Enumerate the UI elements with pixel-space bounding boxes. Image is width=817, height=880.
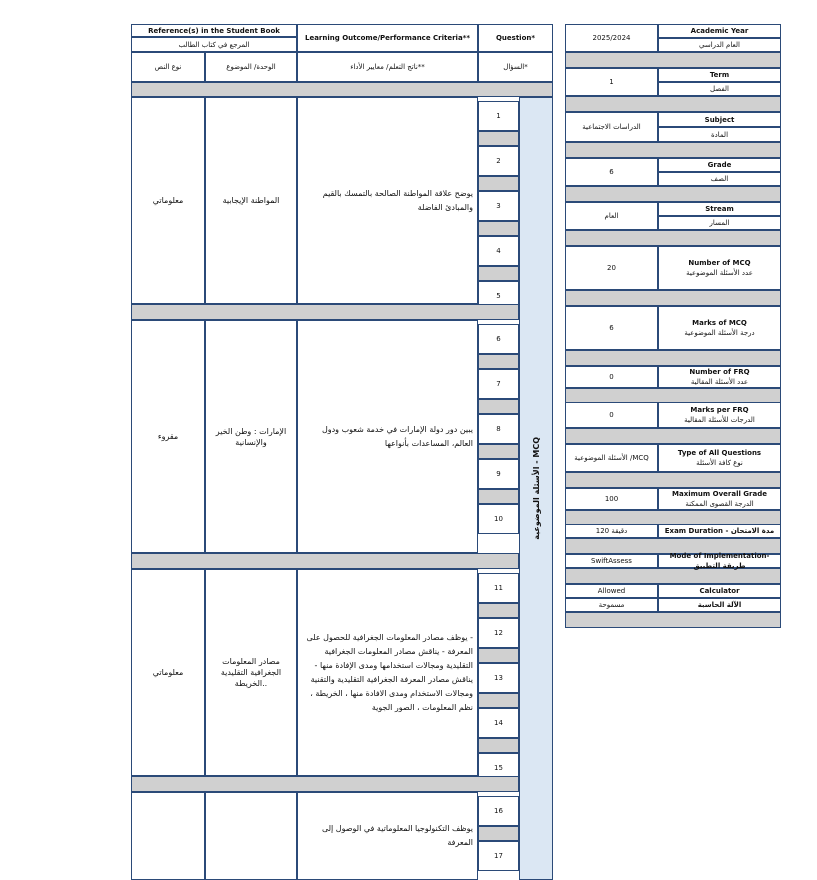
question-spacer (478, 221, 519, 236)
info-value: 2025/2024 (565, 24, 658, 52)
info-label-en: Maximum Overall Grade (672, 490, 767, 498)
info-label-en: Exam Duration - مدة الامتحان (664, 527, 775, 535)
info-value: SwiftAssess (565, 554, 658, 568)
question-number-cell: 6 (478, 324, 519, 354)
question-spacer (478, 603, 519, 618)
question-number-cell: 11 (478, 573, 519, 603)
question-number-cell: 13 (478, 663, 519, 693)
info-label-en: Type of All Questions (677, 449, 762, 457)
info-label-en: Subject (658, 112, 781, 127)
info-value: الدراسات الاجتماعية (565, 112, 658, 142)
info-spacer (565, 472, 781, 488)
info-label-en: Number of MCQ (688, 259, 751, 267)
info-label-en: Calculator (699, 587, 740, 595)
info-spacer (565, 142, 781, 158)
reference-header: Reference(s) in the Student Book (131, 24, 297, 37)
info-label-en: الآلة الحاسبة (697, 601, 742, 609)
info-label (658, 584, 781, 598)
info-label-en: Marks per FRQ (690, 406, 749, 414)
info-label-en: Grade (658, 158, 781, 172)
question-number-cell: 3 (478, 191, 519, 221)
info-label-en: Mode of Implementation- طريقة التطبيق (669, 552, 770, 570)
question-spacer (478, 354, 519, 369)
info-spacer (565, 428, 781, 444)
info-label-ar: المسار (658, 216, 781, 230)
info-label-en: Academic Year (658, 24, 781, 38)
question-number-cell: 1 (478, 101, 519, 131)
question-spacer (478, 399, 519, 414)
info-label (658, 598, 781, 612)
text-type-cell: مقروء (131, 320, 205, 553)
info-label-ar: الفصل (658, 82, 781, 96)
topic-cell (205, 792, 297, 880)
question-number-cell: 8 (478, 414, 519, 444)
question-spacer (478, 176, 519, 191)
question-number-cell: 5 (478, 281, 519, 311)
question-number-cell: 17 (478, 841, 519, 871)
info-value: 6 (565, 158, 658, 186)
question-number-cell: 16 (478, 796, 519, 826)
info-value: 20 (565, 246, 658, 290)
info-label (658, 524, 781, 538)
topic-cell: الإمارات : وطن الخير والإنسانية (205, 320, 297, 553)
question-spacer (478, 489, 519, 504)
topic-cell: مصادر المعلومات الجغرافية التقليدية ..الخريطة (205, 569, 297, 776)
info-value: 0 (565, 366, 658, 388)
info-label (658, 402, 781, 428)
learning-outcome-cell: يوظف التكنولوجيا المعلوماتية في الوصول إلى المعرفة (297, 792, 478, 880)
info-spacer (565, 290, 781, 306)
info-value: 100 (565, 488, 658, 510)
question-number-cell: 7 (478, 369, 519, 399)
info-spacer (565, 612, 781, 628)
info-label-en: Stream (658, 202, 781, 216)
info-spacer (565, 350, 781, 366)
info-label (658, 306, 781, 350)
info-value: مسموحة (565, 598, 658, 612)
separator (131, 776, 519, 792)
info-label-ar: المادة (658, 127, 781, 142)
text-type-cell: معلوماتي (131, 569, 205, 776)
question-spacer (478, 444, 519, 459)
info-spacer (565, 96, 781, 112)
info-label (658, 246, 781, 290)
info-value: 6 (565, 306, 658, 350)
question-spacer (478, 648, 519, 663)
separator (131, 304, 519, 320)
info-label-en: Term (658, 68, 781, 82)
info-value: 1 (565, 68, 658, 96)
info-label (658, 488, 781, 510)
question-spacer (478, 131, 519, 146)
text-type-cell (131, 792, 205, 880)
info-spacer (565, 230, 781, 246)
text-type-cell: معلوماتي (131, 97, 205, 304)
text-type-header: نوع النص (131, 52, 205, 82)
info-label-ar: الدرجة القصوى الممكنة (685, 500, 754, 508)
question-spacer (478, 266, 519, 281)
info-spacer (565, 186, 781, 202)
info-value: 0 (565, 402, 658, 428)
question-number-cell: 15 (478, 753, 519, 783)
question-number-cell: 4 (478, 236, 519, 266)
info-label-en: Number of FRQ (689, 368, 750, 376)
info-label-en: Marks of MCQ (692, 319, 747, 327)
learning-outcome-cell: يبين دور دولة الإمارات في خدمة شعوب ودول العالم، المساعدات بأنواعها (297, 320, 478, 553)
learning-outcome-header-ar: ناتج التعلم/ معايير الأداء** (297, 52, 478, 82)
question-number-cell: 12 (478, 618, 519, 648)
question-header: Question* (478, 24, 553, 52)
question-spacer (478, 738, 519, 753)
question-spacer (478, 826, 519, 841)
question-number-cell: 14 (478, 708, 519, 738)
info-spacer (565, 52, 781, 68)
info-value: الأسئلة الموضوعية /MCQ (565, 444, 658, 472)
info-label-ar: الدرجات للأسئلة المقالية (684, 416, 755, 424)
info-label (658, 554, 781, 568)
learning-outcome-cell: - يوظف مصادر المعلومات الجغرافية للحصول على المعرفة - يناقش مصادر المعلومات الجغرافية التقليدية ومجالات استخدامها ومدى الإفادة منها - يناقش مصادر المعرفة الجغرافية التقليدية والتقنية ومجالات الاستخدام ومدى الافادة منها ، الخريطة ، نظم المعلومات ، الصور الجوية (297, 569, 478, 776)
info-label-ar: نوع كافة الأسئلة (696, 459, 743, 467)
question-header-ar: السؤال* (478, 52, 553, 82)
reference-header-ar: المرجع في كتاب الطالب (131, 37, 297, 52)
learning-outcome-header: Learning Outcome/Performance Criteria** (297, 24, 478, 52)
question-number-cell: 2 (478, 146, 519, 176)
question-number-cell: 10 (478, 504, 519, 534)
info-label-ar: درجة الأسئلة الموضوعية (684, 329, 755, 337)
question-number-cell: 9 (478, 459, 519, 489)
info-label (658, 444, 781, 472)
separator (131, 82, 553, 97)
question-spacer (478, 693, 519, 708)
mcq-section-label: الأسئلة الموضوعية - MCQ (519, 97, 553, 880)
topic-cell: المواطنة الإيجابية (205, 97, 297, 304)
info-label-ar: العام الدراسي (658, 38, 781, 52)
info-label (658, 366, 781, 388)
info-label-ar: عدد الأسئلة المقالية (690, 378, 749, 386)
info-label-ar: الصف (658, 172, 781, 186)
info-value: 120 دقيقة (565, 524, 658, 538)
learning-outcome-cell: يوضح علاقة المواطنة الصالحة بالتمسك بالقيم والمبادئ الفاضلة (297, 97, 478, 304)
separator (131, 553, 519, 569)
info-value: العام (565, 202, 658, 230)
unit-topic-header: الوحدة/ الموضوع (205, 52, 297, 82)
info-value: Allowed (565, 584, 658, 598)
info-label-ar: عدد الأسئلة الموضوعية (686, 269, 753, 277)
